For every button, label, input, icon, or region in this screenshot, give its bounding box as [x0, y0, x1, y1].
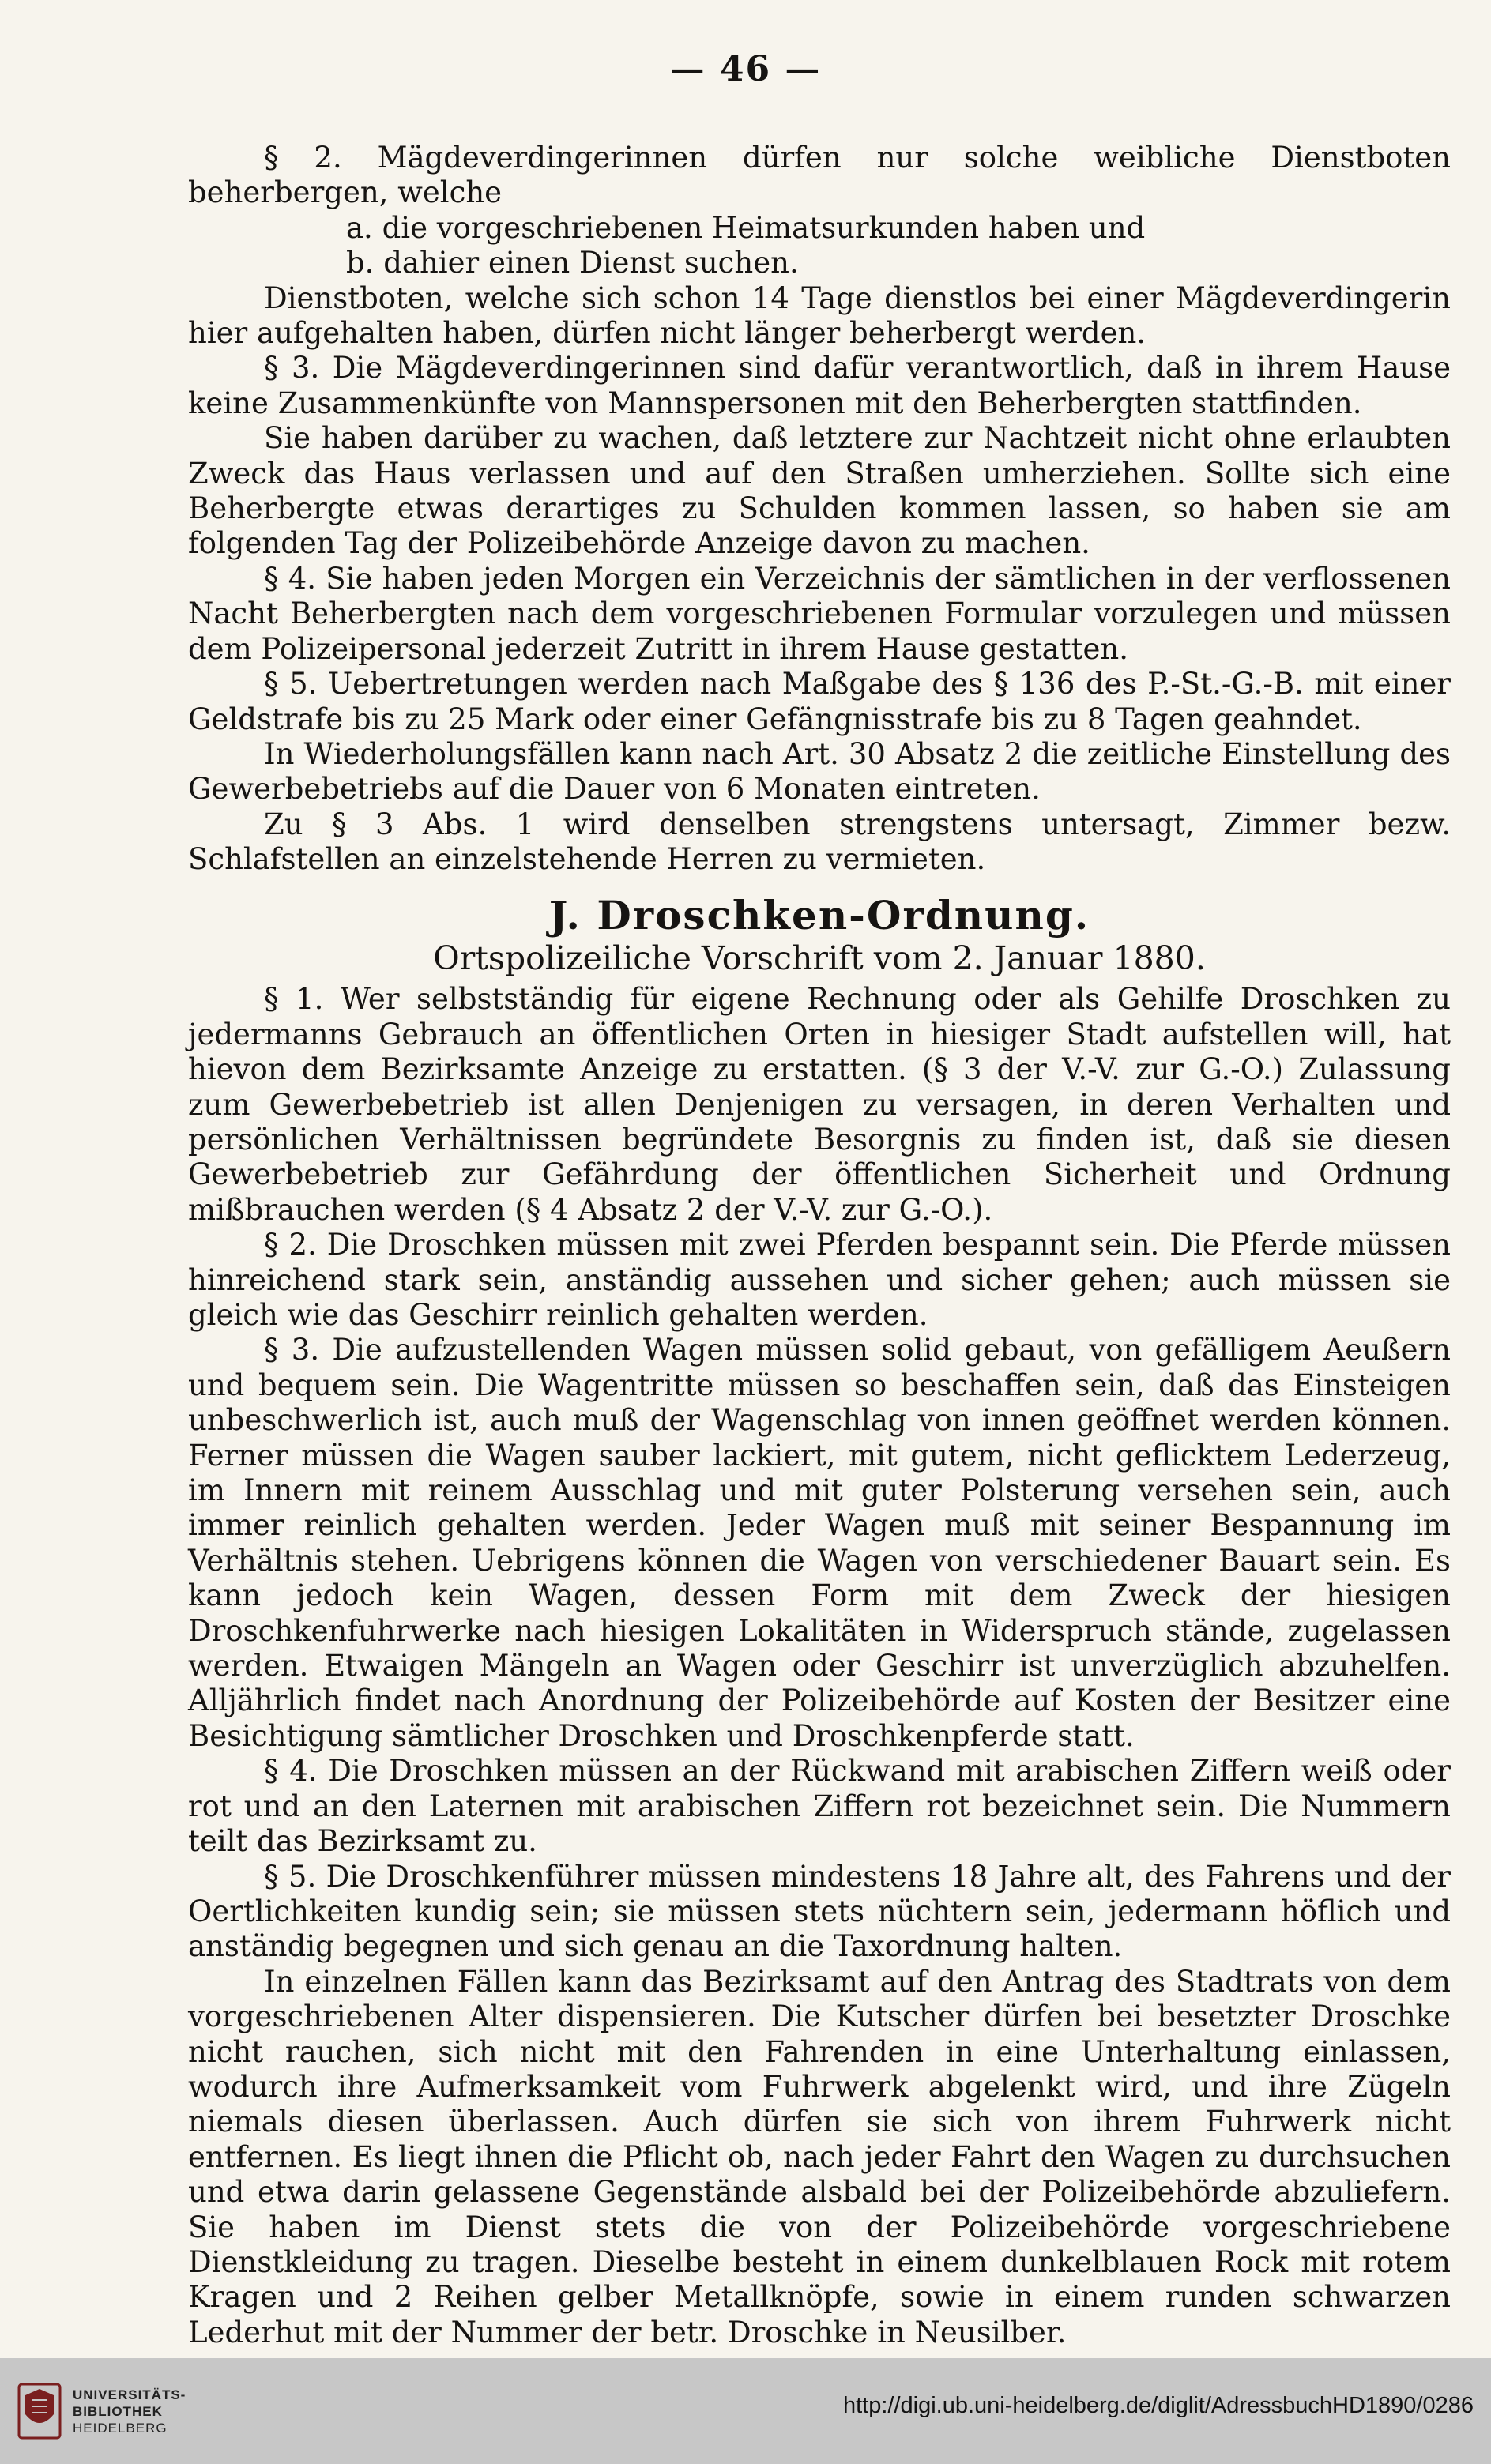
page-number: — 46 —: [669, 49, 822, 89]
paragraph: In einzelnen Fällen kann das Bezirksamt auf den Antrag des Stadtrats von dem vorgeschriebenen Alter dispensieren. Die Kutscher dürfen bei besetzter Droschke nicht rauchen, sich nicht mit den Fahrenden in eine Unterhaltung einlassen, wodurch ihre Aufmerksamkeit vom Fuhrwerk abgelenkt wird, und ihre Zügeln niemals diesen überlassen. Auch dürfen sie sich von ihrem Fuhrwerk nicht entfernen. Es liegt ihnen die Pflicht ob, nach jeder Fahrt den Wagen zu durchsuchen und etwa darin gelassene Gegenstände alsbald bei der Polizeibehörde abzuliefern. Sie haben im Dienst stets die von der Polizeibehörde vorgeschriebene Dienstkleidung zu tragen. Dieselbe besteht in einem dunkelblauen Rock mit rotem Kragen und 2 Reihen gelber Metallknöpfe, sowie in einem runden schwarzen Lederhut mit der Nummer der betr. Droschke in Neusilber.: [188, 1964, 1451, 2349]
section-subtitle: Ortspolizeiliche Vorschrift vom 2. Januar 1880.: [433, 939, 1206, 977]
list-item: b. dahier einen Dienst suchen.: [346, 246, 799, 280]
paragraph: § 4. Die Droschken müssen an der Rückwand mit arabischen Ziffern weiß oder rot und an den Laternen mit arabischen Ziffern rot bezeichnet sein. Die Nummern teilt das Bezirksamt zu.: [188, 1754, 1451, 1859]
source-url[interactable]: http://digi.ub.uni-heidelberg.de/diglit/AdressbuchHD1890/0286: [842, 2393, 1474, 2418]
paragraph: § 3. Die aufzustellenden Wagen müssen solid gebaut, von gefälligem Aeußern und bequem sein. Die Wagentritte müssen so beschaffen sein, daß das Einsteigen unbeschwerlich ist, auch muß der Wagenschlag von innen geöffnet werden können. Ferner müssen die Wagen sauber lackiert, mit gutem, nicht geflicktem Lederzeug, im Innern mit reinem Ausschlag und mit guter Polsterung versehen sein, auch immer reinlich gehalten werden. Jeder Wagen muß mit seiner Bespannung im Verhältnis stehen. Uebrigens können die Wagen von verschiedener Bauart sein. Es kann jedoch kein Wagen, dessen Form mit dem Zweck der hiesigen Droschkenfuhrwerke nach hiesigen Lokalitäten in Widerspruch stände, zugelassen werden. Etwaigen Mängeln an Wagen oder Geschirr ist unverzüglich abzuhelfen. Alljährlich findet nach Anordnung der Polizeibehörde auf Kosten der Besitzer eine Besichtigung sämtlicher Droschken und Droschkenpferde statt.: [188, 1333, 1451, 1753]
paragraph: § 1. Wer selbstständig für eigene Rechnung oder als Gehilfe Droschken zu jedermanns Gebrauch an öffentlichen Orten in hiesiger Stadt aufstellen will, hat hievon dem Bezirksamte Anzeige zu erstatten. (§ 3 der V.-V. zur G.-O.) Zulassung zum Gewerbebetrieb ist allen Denjenigen zu versagen, in deren Verhalten und persönlichen Verhältnissen begründete Besorgnis zu finden ist, daß sie diesen Gewerbebetrieb zur Gefährdung der öffentlichen Sicherheit und Ordnung mißbrauchen werden (§ 4 Absatz 2 der V.-V. zur G.-O.).: [188, 982, 1451, 1227]
library-name-line: BIBLIOTHEK: [73, 2403, 163, 2419]
paragraph: Dienstboten, welche sich schon 14 Tage dienstlos bei einer Mägdeverdingerin hier aufgehalten haben, dürfen nicht länger beherbergt werden.: [188, 280, 1451, 351]
paragraph: § 5. Uebertretungen werden nach Maßgabe des § 136 des P.-St.-G.-B. mit einer Geldstrafe bis zu 25 Mark oder einer Gefängnisstrafe bis zu 8 Tagen geahndet.: [188, 667, 1451, 736]
paragraph: § 2. Mägdeverdingerinnen dürfen nur solche weibliche Dienstboten beherbergen, welche: [188, 141, 1451, 210]
paragraph: In Wiederholungsfällen kann nach Art. 30 Absatz 2 die zeitliche Einstellung des Gewerbebetriebs auf die Dauer von 6 Monaten eintreten.: [188, 736, 1451, 807]
paragraph: Zu § 3 Abs. 1 wird denselben strengstens untersagt, Zimmer bezw. Schlafstellen an einzelstehende Herren zu vermieten.: [188, 807, 1451, 877]
viewer-footer: [0, 2358, 1491, 2464]
paragraph: § 5. Die Droschkenführer müssen mindestens 18 Jahre alt, des Fahrens und der Oertlichkeiten kundig sein; sie müssen stets nüchtern sein, jedermann höflich und anständig begegnen und sich genau an die Taxordnung halten.: [188, 1859, 1451, 1964]
page-body: [188, 141, 1451, 2350]
library-name-line: UNIVERSITÄTS-: [73, 2387, 186, 2402]
library-logo[interactable]: [16, 2379, 186, 2443]
library-seal-icon: [16, 2379, 63, 2443]
list-item: a. die vorgeschriebenen Heimatsurkunden haben und: [346, 210, 1146, 245]
paragraph: § 2. Die Droschken müssen mit zwei Pferden bespannt sein. Die Pferde müssen hinreichend stark sein, anständig aussehen und sicher gehen; auch müssen sie gleich wie das Geschirr reinlich gehalten werden.: [188, 1228, 1451, 1332]
library-name-line: HEIDELBERG: [73, 2420, 168, 2436]
paragraph: Sie haben darüber zu wachen, daß letztere zur Nachtzeit nicht ohne erlaubten Zweck das Haus verlassen und auf den Straßen umherziehen. Sollte sich eine Beherbergte etwas derartiges zu Schulden kommen lassen, so haben sie am folgenden Tag der Polizeibehörde Anzeige davon zu machen.: [188, 421, 1451, 561]
library-name: [73, 2387, 186, 2436]
section-title: J. Droschken-Ordnung.: [548, 891, 1090, 939]
paragraph: § 3. Die Mägdeverdingerinnen sind dafür verantwortlich, daß in ihrem Hause keine Zusammenkünfte von Mannspersonen mit den Beherbergten stattfinden.: [188, 351, 1451, 420]
paragraph: § 4. Sie haben jeden Morgen ein Verzeichnis der sämtlichen in der verflossenen Nacht Beherbergten nach dem vorgeschriebenen Formular vorzulegen und müssen dem Polizeipersonal jederzeit Zutritt in ihrem Hause gestatten.: [188, 561, 1451, 666]
